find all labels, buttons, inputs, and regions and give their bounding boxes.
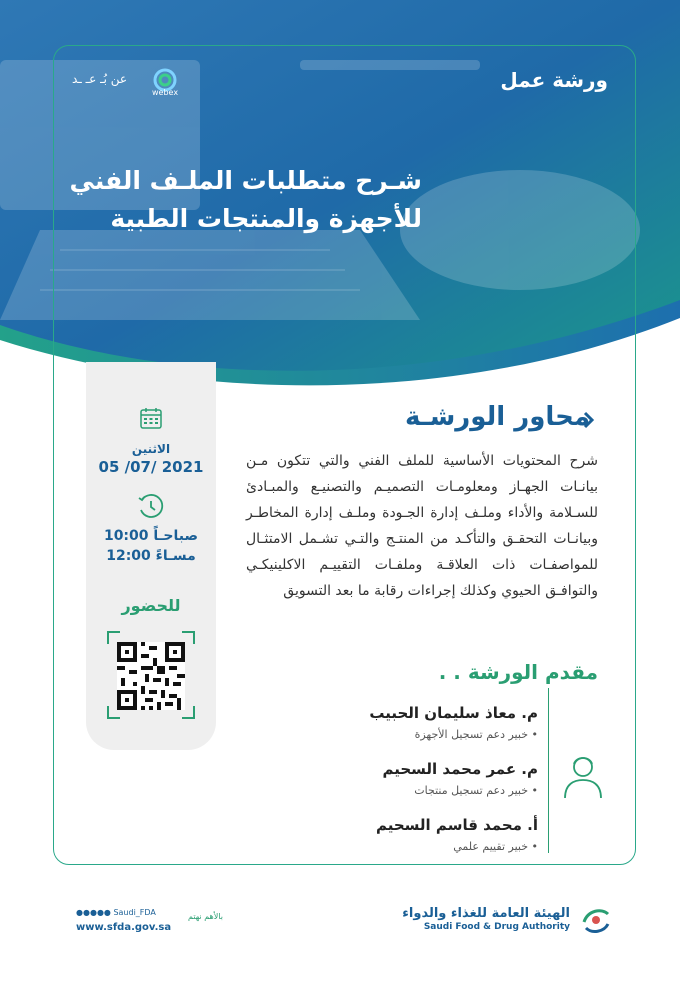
- social-handle-text: Saudi_FDA: [113, 908, 156, 917]
- start-time: 10:00 صباحـاً: [103, 528, 199, 544]
- calendar-icon: [139, 406, 163, 430]
- end-time: 12:00 مسـاءً: [106, 548, 196, 564]
- sfda-logo-icon: [578, 902, 614, 938]
- date-value: 05 /07/ 2021: [98, 458, 204, 476]
- presenter-name-3: أ. محمد قاسم السحيم: [375, 816, 538, 834]
- clock-icon: [136, 492, 166, 522]
- topics-title: محاور الورشـة: [405, 402, 590, 432]
- topics-description: شرح المحتويات الأساسية للملف الفني والتي تتكون مـن بيانـات الجهـاز ومعلومـات التصميـم والتصنيـع والمبـادئ للسـلامة والأداء وملـف إدارة الجـودة وملـف إدارة المخاطـر وبيانـات التحقـق والتأكـد من المنتـج والتـي تشـمل الامتثـال للمواصفـات ذات العلاقـة وملفـات التقييـم الاكلينيكـي والتوافـق الحيوي وكذلك إجراءات رقابة ما بعد التسويق: [246, 453, 598, 599]
- slogan: بالأهم نهتم: [188, 912, 223, 921]
- day-label: الاثنين: [131, 442, 171, 456]
- title-line-1: شـرح متطلبات الملـف الفني: [69, 166, 422, 195]
- org-name-english: Saudi Food & Drug Authority: [423, 922, 570, 932]
- presenter-name-1: م. معاذ سليمان الحبيب: [369, 704, 538, 722]
- presenters-divider: [548, 688, 549, 853]
- presenter-role-2: • خبير دعم تسجيل منتجات: [414, 784, 538, 797]
- presenter-role-1: • خبير دعم تسجيل الأجهزة: [414, 728, 538, 741]
- presenters-title: مقدم الورشة . .: [438, 660, 598, 684]
- social-handle[interactable]: [76, 908, 156, 917]
- workshop-title: [22, 162, 422, 238]
- presenter-avatar-icon: [562, 752, 604, 800]
- workshop-badge: ورشة عمل: [500, 68, 608, 92]
- social-icons: ●●●●●: [76, 908, 114, 917]
- website-link[interactable]: www.sfda.gov.sa: [76, 922, 172, 933]
- attend-label: للحضور: [121, 596, 181, 615]
- presenter-role-3: • خبير تقييم علمي: [453, 840, 538, 853]
- remote-label: عن بُـ عـ ـد: [72, 72, 128, 86]
- presenter-name-2: م. عمر محمد السحيم: [382, 760, 538, 778]
- qr-code[interactable]: [117, 642, 185, 710]
- org-name-arabic: الهيئة العامة للغذاء والدواء: [402, 906, 570, 921]
- title-line-2: للأجهزة والمنتجات الطبية: [110, 204, 422, 233]
- webex-label: webex: [152, 88, 179, 97]
